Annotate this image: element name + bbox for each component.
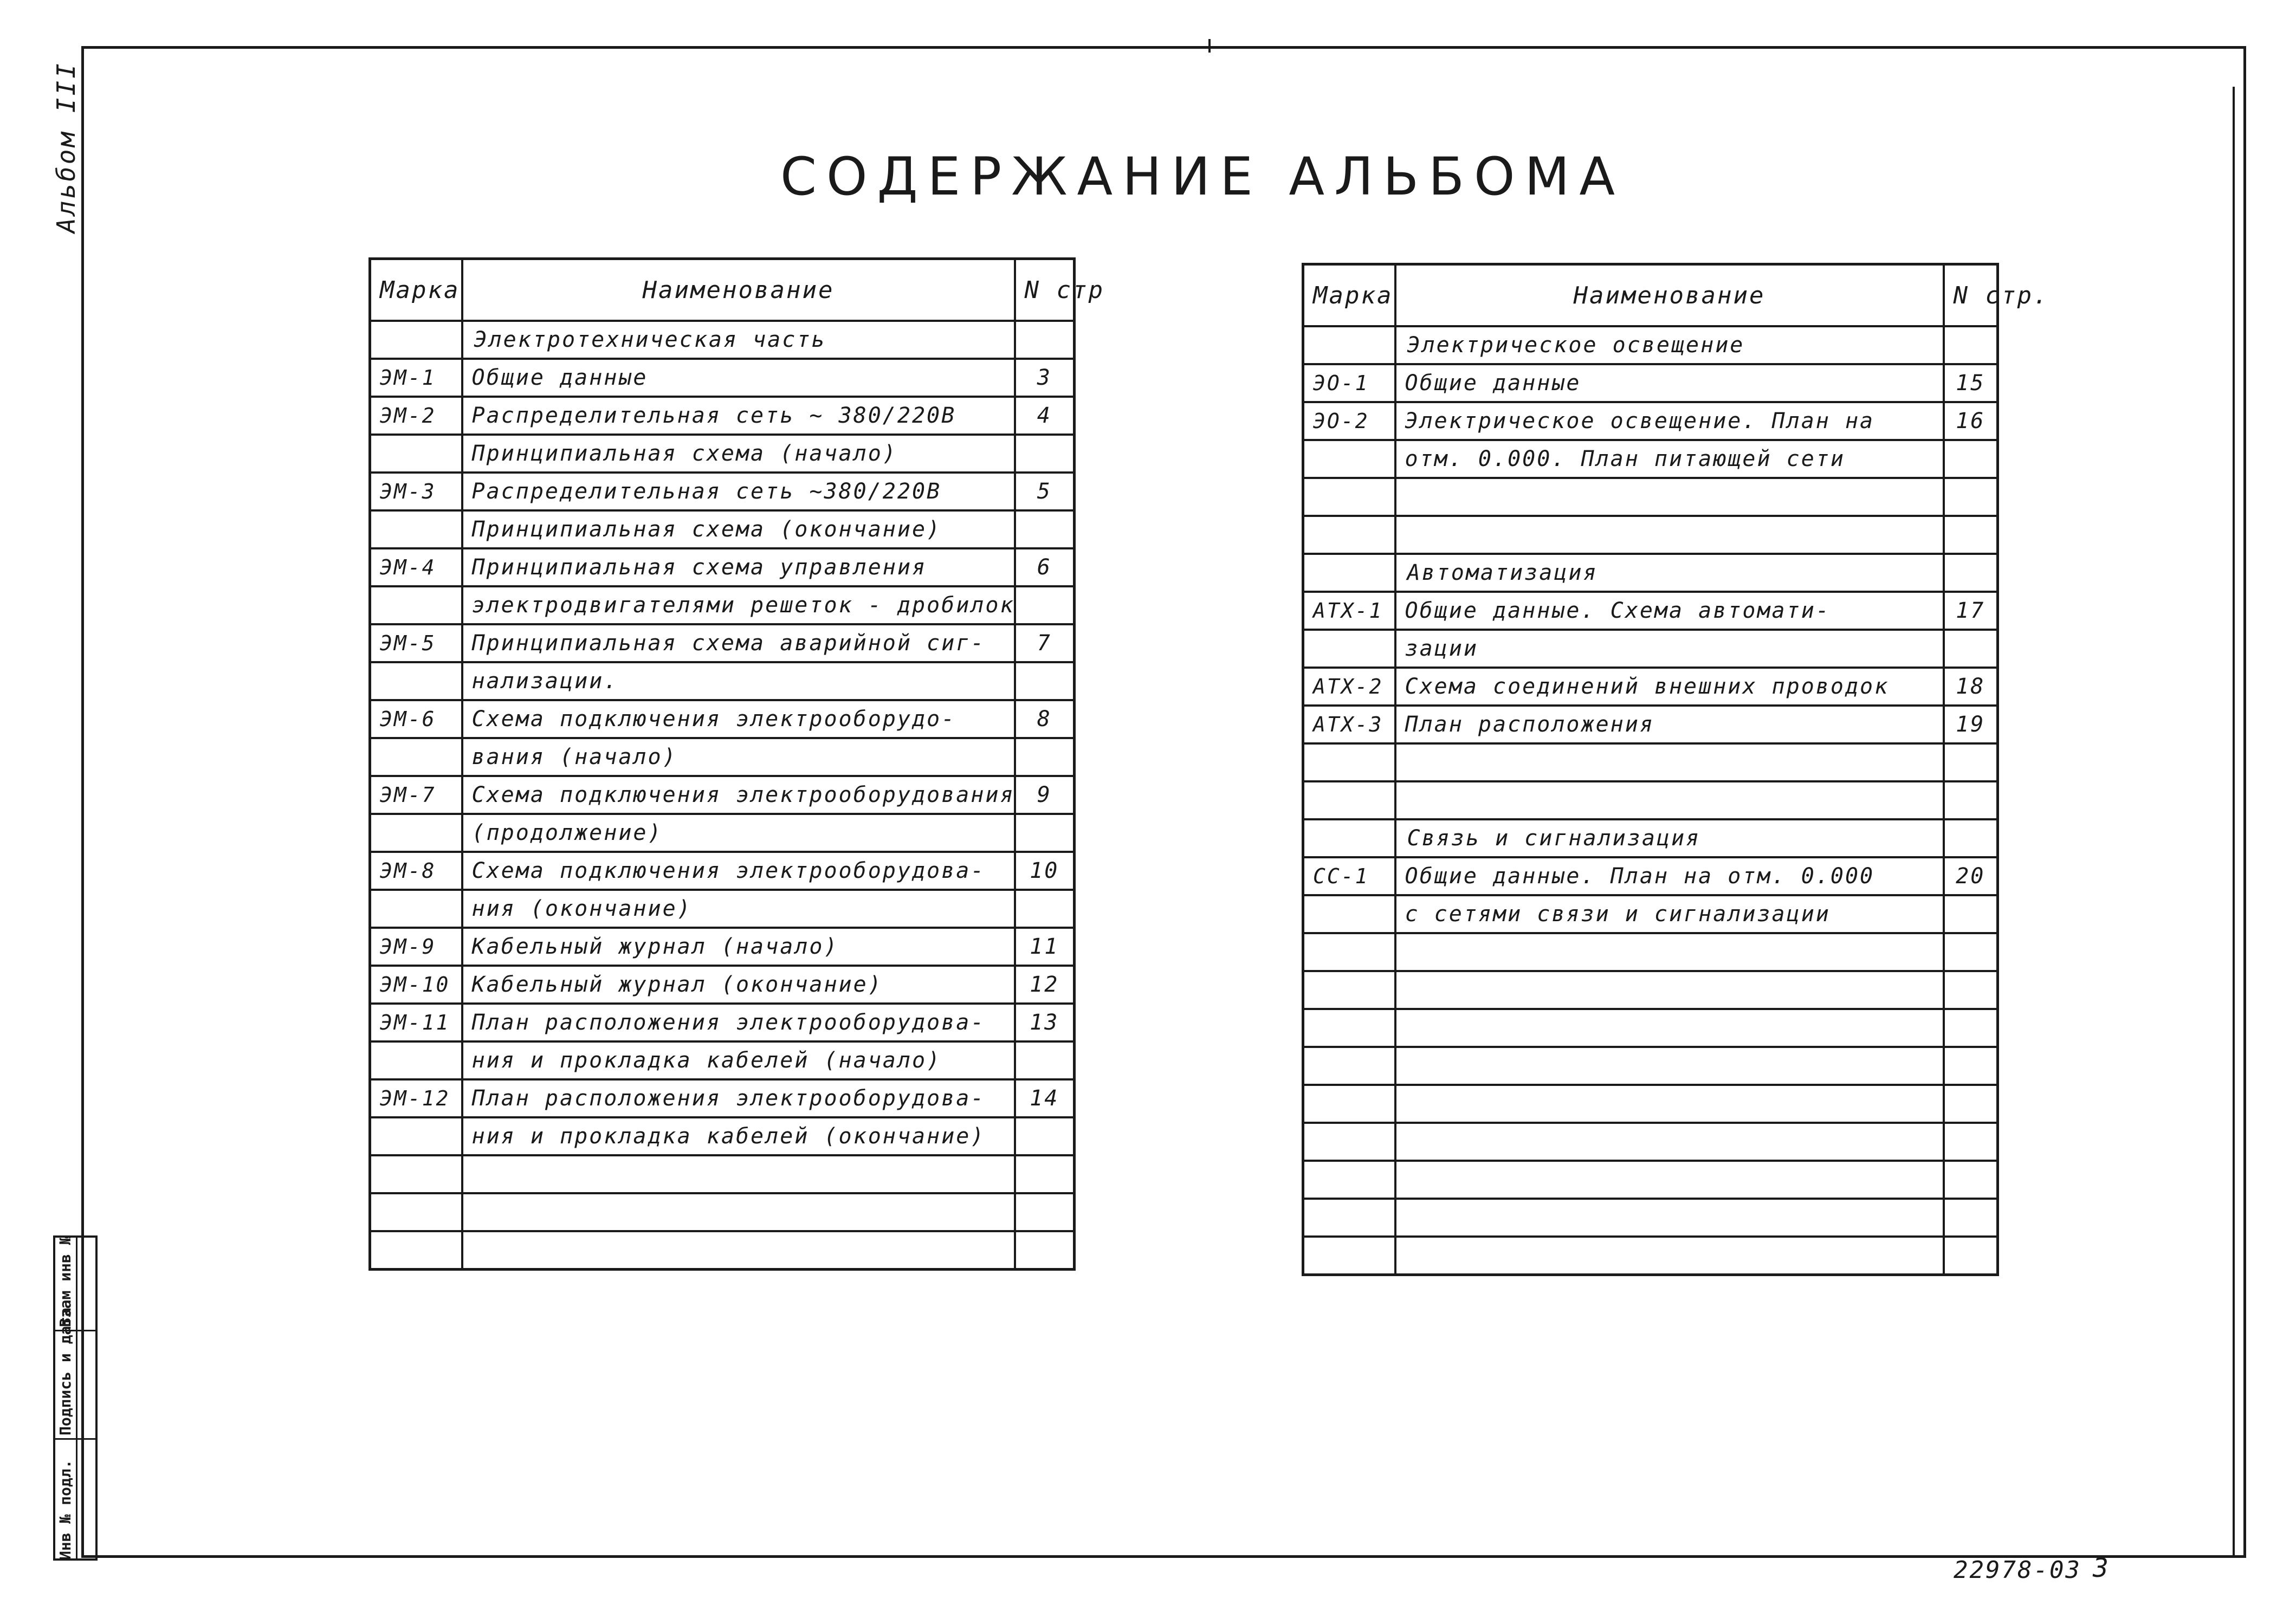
row-page: [1944, 516, 1998, 554]
row-name: Электрическое освещение. План на: [1395, 402, 1944, 440]
table-row: [1303, 819, 1998, 857]
stamp-label-signature: Подпись и дата: [56, 1307, 74, 1435]
table-row: [370, 1041, 1075, 1079]
row-page: [1944, 1047, 1998, 1085]
table-row: [1303, 706, 1998, 743]
row-name: Принципиальная схема аварийной сиг-: [462, 624, 1015, 662]
column-header-name: Наименование: [462, 259, 1015, 321]
table-row: [370, 890, 1075, 928]
stamp-divider: [76, 1238, 77, 1558]
row-mark: [1303, 326, 1395, 364]
row-mark: ЭМ-5: [370, 624, 462, 662]
row-name: отм. 0.000. План питающей сети: [1395, 440, 1944, 478]
table-row: [370, 852, 1075, 890]
table-row: [1303, 781, 1998, 819]
page-title: СОДЕРЖАНИЕ АЛЬБОМА: [780, 146, 1625, 207]
section-heading: Электротехническая часть: [462, 321, 1015, 359]
table-row: [1303, 971, 1998, 1009]
row-page: [1944, 971, 1998, 1009]
row-name: [462, 1193, 1015, 1231]
table-row: [370, 738, 1075, 776]
table-row: [370, 776, 1075, 814]
row-mark: [370, 1193, 462, 1231]
row-mark: [1303, 1237, 1395, 1275]
row-page: [1015, 814, 1075, 852]
table-row: [370, 473, 1075, 510]
row-name: [1395, 1161, 1944, 1199]
row-name: [462, 1155, 1015, 1193]
table-row: [1303, 554, 1998, 592]
column-header-mark: Марка: [370, 259, 462, 321]
table-row: [1303, 516, 1998, 554]
row-mark: ЭМ-1: [370, 359, 462, 397]
row-mark: [1303, 516, 1395, 554]
row-mark: [1303, 743, 1395, 781]
row-mark: [1303, 895, 1395, 933]
table-row: [1303, 440, 1998, 478]
row-mark: [1303, 630, 1395, 668]
row-page: [1944, 895, 1998, 933]
table-row: [1303, 1161, 1998, 1199]
table-row: [370, 359, 1075, 397]
row-mark: [1303, 1047, 1395, 1085]
row-mark: [370, 1117, 462, 1155]
row-mark: [1303, 1085, 1395, 1123]
row-page: [1015, 890, 1075, 928]
row-name: [1395, 516, 1944, 554]
row-name: зации: [1395, 630, 1944, 668]
row-name: [1395, 781, 1944, 819]
binding-stamp: [53, 1235, 98, 1561]
row-mark: [370, 814, 462, 852]
row-page: [1944, 1009, 1998, 1047]
table-row: [370, 966, 1075, 1004]
contents-table-right-body: [1303, 326, 1998, 1275]
row-mark: [1303, 478, 1395, 516]
row-page: [1944, 1161, 1998, 1199]
table-row: [370, 586, 1075, 624]
row-page: [1944, 440, 1998, 478]
table-row: [370, 1155, 1075, 1193]
table-row: [1303, 1009, 1998, 1047]
row-name: Схема подключения электрооборудо-: [462, 700, 1015, 738]
column-header-page: N стр: [1015, 259, 1075, 321]
table-row: [1303, 857, 1998, 895]
table-row: [1303, 478, 1998, 516]
row-page: [1944, 933, 1998, 971]
row-page: [1015, 1041, 1075, 1079]
row-name: ния и прокладка кабелей (окончание): [462, 1117, 1015, 1155]
row-name: Общие данные: [462, 359, 1015, 397]
row-mark: ЭМ-10: [370, 966, 462, 1004]
row-page: [1015, 1117, 1075, 1155]
table-row: [370, 928, 1075, 966]
row-mark: [1303, 781, 1395, 819]
frame-center-tick: [1208, 39, 1211, 53]
row-mark: [370, 321, 462, 359]
row-name: [1395, 1009, 1944, 1047]
row-name: План расположения электрооборудова-: [462, 1079, 1015, 1117]
row-name: [1395, 933, 1944, 971]
row-name: План расположения: [1395, 706, 1944, 743]
row-page: 11: [1015, 928, 1075, 966]
row-page: [1944, 1085, 1998, 1123]
row-name: электродвигателями решеток - дробилок: [462, 586, 1015, 624]
row-mark: [370, 510, 462, 548]
row-name: ния и прокладка кабелей (начало): [462, 1041, 1015, 1079]
table-row: [370, 1117, 1075, 1155]
sheet-number: 3: [2093, 1553, 2109, 1583]
row-page: [1944, 781, 1998, 819]
row-page: [1944, 1123, 1998, 1161]
row-name: Общие данные: [1395, 364, 1944, 402]
row-name: [1395, 478, 1944, 516]
row-mark: АТХ-2: [1303, 668, 1395, 706]
row-name: [1395, 971, 1944, 1009]
row-mark: [1303, 1161, 1395, 1199]
row-name: Схема соединений внешних проводок: [1395, 668, 1944, 706]
row-name: Схема подключения электрооборудова-: [462, 852, 1015, 890]
row-mark: АТХ-1: [1303, 592, 1395, 630]
table-row: [370, 548, 1075, 586]
table-row: [370, 321, 1075, 359]
row-name: Распределительная сеть ~380/220В: [462, 473, 1015, 510]
row-mark: [1303, 1123, 1395, 1161]
row-page: 9: [1015, 776, 1075, 814]
row-name: [1395, 1085, 1944, 1123]
table-row: [370, 1004, 1075, 1041]
row-page: [1944, 743, 1998, 781]
row-mark: [1303, 554, 1395, 592]
table-row: [370, 1193, 1075, 1231]
table-row: [1303, 630, 1998, 668]
row-mark: [370, 435, 462, 473]
column-header-name: Наименование: [1395, 264, 1944, 327]
table-row: [1303, 402, 1998, 440]
table-row: [1303, 1047, 1998, 1085]
row-mark: ЭМ-4: [370, 548, 462, 586]
row-page: 3: [1015, 359, 1075, 397]
table-row: [1303, 592, 1998, 630]
row-page: [1944, 478, 1998, 516]
row-page: [1015, 662, 1075, 700]
row-page: [1944, 819, 1998, 857]
row-page: [1015, 510, 1075, 548]
table-row: [370, 510, 1075, 548]
row-mark: [370, 738, 462, 776]
row-page: [1944, 1237, 1998, 1275]
table-row: [1303, 364, 1998, 402]
row-page: [1944, 326, 1998, 364]
section-heading: Связь и сигнализация: [1395, 819, 1944, 857]
row-page: [1015, 435, 1075, 473]
row-mark: [1303, 971, 1395, 1009]
row-name: Принципиальная схема (окончание): [462, 510, 1015, 548]
row-page: 13: [1015, 1004, 1075, 1041]
row-mark: [370, 1041, 462, 1079]
section-heading: Электрическое освещение: [1395, 326, 1944, 364]
row-mark: ЭМ-7: [370, 776, 462, 814]
table-row: [370, 814, 1075, 852]
row-mark: [1303, 440, 1395, 478]
row-page: 14: [1015, 1079, 1075, 1117]
row-name: Принципиальная схема управления: [462, 548, 1015, 586]
row-name: с сетями связи и сигнализации: [1395, 895, 1944, 933]
table-row: [1303, 1237, 1998, 1275]
table-row: [1303, 1199, 1998, 1237]
row-name: Общие данные. Схема автомати-: [1395, 592, 1944, 630]
row-name: (продолжение): [462, 814, 1015, 852]
row-mark: ЭО-1: [1303, 364, 1395, 402]
row-page: 15: [1944, 364, 1998, 402]
table-row: [370, 435, 1075, 473]
row-page: 5: [1015, 473, 1075, 510]
row-page: [1015, 1193, 1075, 1231]
row-page: 20: [1944, 857, 1998, 895]
row-mark: АТХ-3: [1303, 706, 1395, 743]
row-mark: ЭМ-2: [370, 397, 462, 435]
table-row: [370, 1079, 1075, 1117]
row-mark: ЭМ-6: [370, 700, 462, 738]
table-row: [1303, 326, 1998, 364]
row-name: Схема подключения электрооборудования: [462, 776, 1015, 814]
row-name: [1395, 1237, 1944, 1275]
section-heading: Автоматизация: [1395, 554, 1944, 592]
table-row: [1303, 895, 1998, 933]
row-mark: [1303, 819, 1395, 857]
stamp-label-inv: Инв № подл.: [56, 1459, 74, 1560]
row-mark: [370, 1155, 462, 1193]
row-page: 18: [1944, 668, 1998, 706]
row-name: Распределительная сеть ~ 380/220В: [462, 397, 1015, 435]
row-page: [1944, 1199, 1998, 1237]
table-row: [370, 700, 1075, 738]
row-page: [1944, 554, 1998, 592]
table-row: [1303, 1123, 1998, 1161]
row-name: [1395, 743, 1944, 781]
table-row: [370, 397, 1075, 435]
table-row: [370, 662, 1075, 700]
contents-table-left: [368, 257, 1104, 1271]
table-row: [1303, 933, 1998, 971]
row-page: 8: [1015, 700, 1075, 738]
row-name: вания (начало): [462, 738, 1015, 776]
row-mark: [370, 1231, 462, 1270]
frame-inner-right-line: [2233, 87, 2235, 1558]
row-page: 4: [1015, 397, 1075, 435]
row-mark: СС-1: [1303, 857, 1395, 895]
row-mark: [370, 662, 462, 700]
row-mark: ЭМ-12: [370, 1079, 462, 1117]
row-page: [1944, 630, 1998, 668]
row-page: 10: [1015, 852, 1075, 890]
table-row: [1303, 743, 1998, 781]
row-name: Принципиальная схема (начало): [462, 435, 1015, 473]
row-page: 6: [1015, 548, 1075, 586]
table-row: [1303, 668, 1998, 706]
row-mark: [370, 890, 462, 928]
row-name: ния (окончание): [462, 890, 1015, 928]
row-name: Кабельный журнал (начало): [462, 928, 1015, 966]
row-page: [1015, 586, 1075, 624]
album-side-note: Альбом III: [51, 61, 81, 233]
table-row: [370, 624, 1075, 662]
row-mark: [1303, 933, 1395, 971]
row-page: 19: [1944, 706, 1998, 743]
stamp-label-replace: Взам инв №: [56, 1235, 74, 1327]
row-page: [1015, 738, 1075, 776]
row-name: [1395, 1047, 1944, 1085]
row-mark: ЭМ-11: [370, 1004, 462, 1041]
row-mark: ЭМ-3: [370, 473, 462, 510]
column-header-page: N стр.: [1944, 264, 1998, 327]
row-mark: [370, 586, 462, 624]
row-page: [1015, 1231, 1075, 1270]
row-mark: ЭМ-9: [370, 928, 462, 966]
contents-table-left-body: [370, 321, 1075, 1270]
row-mark: ЭМ-8: [370, 852, 462, 890]
row-mark: [1303, 1009, 1395, 1047]
row-name: нализации.: [462, 662, 1015, 700]
row-mark: ЭО-2: [1303, 402, 1395, 440]
table-row: [370, 1231, 1075, 1270]
row-mark: [1303, 1199, 1395, 1237]
row-name: Общие данные. План на отм. 0.000: [1395, 857, 1944, 895]
column-header-mark: Марка: [1303, 264, 1395, 327]
row-name: [1395, 1123, 1944, 1161]
row-name: [1395, 1199, 1944, 1237]
row-page: [1015, 321, 1075, 359]
row-page: 12: [1015, 966, 1075, 1004]
row-name: Кабельный журнал (окончание): [462, 966, 1015, 1004]
contents-table-right: [1302, 263, 2049, 1276]
document-code: 22978-03: [1954, 1556, 2081, 1584]
row-page: 17: [1944, 592, 1998, 630]
row-page: 16: [1944, 402, 1998, 440]
row-name: [462, 1231, 1015, 1270]
stamp-cell-border: [55, 1438, 95, 1440]
row-page: 7: [1015, 624, 1075, 662]
table-row: [1303, 1085, 1998, 1123]
row-page: [1015, 1155, 1075, 1193]
row-name: План расположения электрооборудова-: [462, 1004, 1015, 1041]
